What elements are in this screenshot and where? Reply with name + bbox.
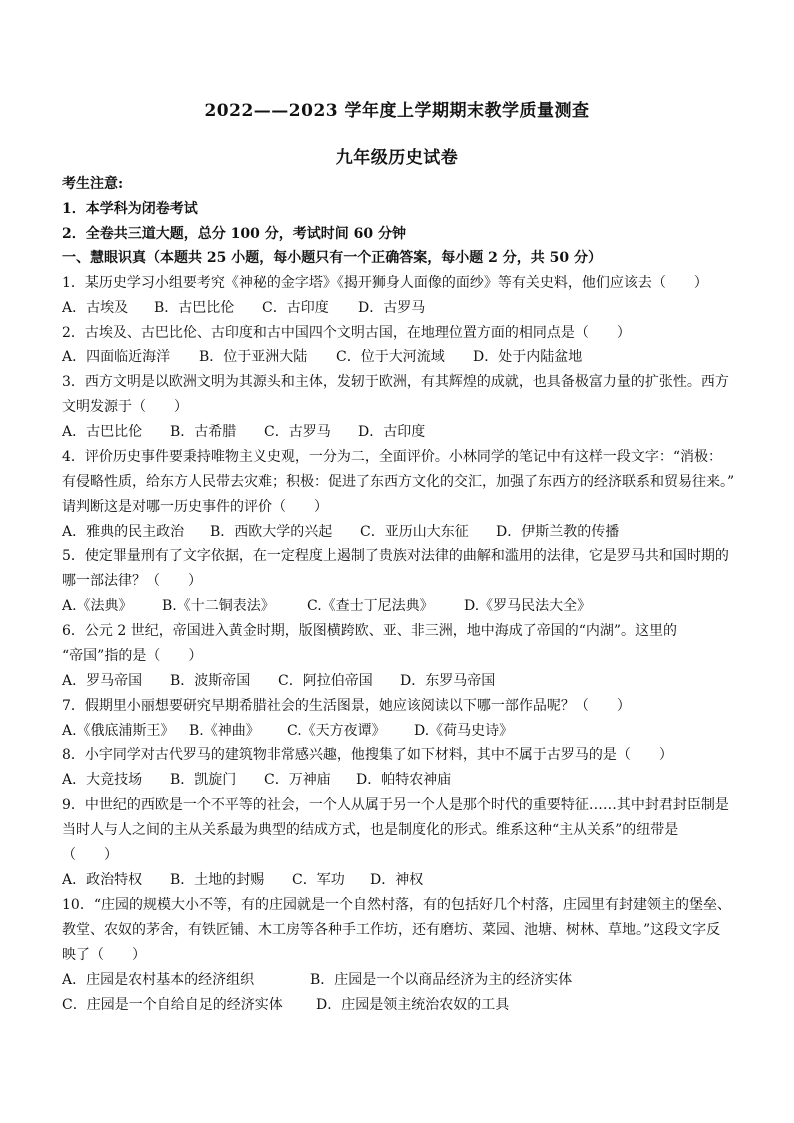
question-text: “帝国”指的是（ ） — [62, 648, 203, 664]
question-text: 教堂、农奴的茅舍，有铁匠铺、木工房等各种手工作坊，还有磨坊、菜园、池塘、树林、草地。”这段文字反 — [62, 922, 721, 938]
option: D．帕特农神庙 — [356, 772, 452, 788]
option: D．古罗马 — [358, 300, 426, 316]
notice-heading: 考生注意: — [62, 176, 124, 192]
question-text: 8．小宇同学对古代罗马的建筑物非常感兴趣，他搜集了如下材料，其中不属于古罗马的是（ ） — [62, 747, 673, 763]
option: A．雅典的民主政治 — [62, 524, 185, 540]
question-text: 文明发源于（ ） — [62, 399, 188, 415]
question-options — [62, 423, 742, 441]
option: C．位于大河流域 — [336, 349, 445, 365]
option: B．凯旋门 — [170, 772, 237, 788]
exam-title: 2022——2023 学年度上学期期末教学质量测查 — [204, 101, 590, 121]
option: C．古印度 — [262, 300, 329, 316]
question-text: 2．古埃及、古巴比伦、古印度和古中国四个文明古国，在地理位置方面的相同点是（ ） — [62, 325, 631, 341]
option: B．位于亚洲大陆 — [199, 349, 308, 365]
option: C．万神庙 — [264, 772, 331, 788]
option: D.《荷马史诗》 — [414, 723, 514, 739]
question-text: 1．某历史学习小组要考究《神秘的金字塔》《揭开狮身人面像的面纱》等有关史料，他们应该去（ ） — [62, 275, 708, 291]
option: A．古埃及 — [62, 300, 129, 316]
option: A．四面临近海洋 — [62, 349, 171, 365]
question-text: 7．假期里小丽想要研究早期希腊社会的生活图景，她应该阅读以下哪一部作品呢？（ ） — [62, 698, 631, 714]
question-text: 10．“庄园的规模大小不等，有的庄园就是一个自然村落，有的包括好几个村落，庄园里有封建领主的堡垒、 — [62, 897, 731, 913]
question-text: （ ） — [62, 847, 118, 863]
question-text: 5．使定罪量刑有了文字依据，在一定程度上遏制了贵族对法律的曲解和滥用的法律，它是罗马共和国时期的 — [62, 548, 729, 564]
option: A．大竞技场 — [62, 772, 143, 788]
option: D．古印度 — [358, 424, 426, 440]
question-text: 有侵略性质，给东方人民带去灾难；积极：促进了东西方文化的交汇，加强了东西方的经济联系和贸易往来。” — [62, 474, 735, 490]
option: A．庄园是农村基本的经济组织 — [62, 972, 255, 988]
option: D．庄园是领主统治农奴的工具 — [316, 997, 510, 1013]
option: B.《神曲》 — [189, 723, 260, 739]
exam-subtitle: 九年级历史试卷 — [335, 148, 459, 168]
option: B.《十二铜表法》 — [162, 598, 275, 614]
question-text: 哪一部法律？（ ） — [62, 573, 202, 589]
question-options — [62, 722, 742, 740]
question-text: 3．西方文明是以欧洲文明为其源头和主体，发轫于欧洲，有其辉煌的成就，也具备极富力量的扩张性。西方 — [62, 374, 729, 390]
option: B．庄园是一个以商品经济为主的经济实体 — [310, 972, 573, 988]
option: C.《查士丁尼法典》 — [307, 598, 434, 614]
question-options — [62, 971, 742, 989]
question-options — [62, 871, 742, 889]
question-options — [62, 523, 742, 541]
notice-item: 2．全卷共三道大题，总分 100 分，考试时间 60 分钟 — [62, 226, 406, 242]
question-options — [62, 771, 742, 789]
option: B．波斯帝国 — [170, 673, 251, 689]
option: D．伊斯兰教的传播 — [496, 524, 620, 540]
question-options — [62, 996, 742, 1014]
option: D．东罗马帝国 — [400, 673, 496, 689]
question-text: 6．公元 2 世纪，帝国进入黄金时期，版图横跨欧、亚、非三洲，地中海成了帝国的“内湖”。这里的 — [62, 623, 678, 639]
option: B．土地的封赐 — [170, 872, 265, 888]
option: C．军功 — [292, 872, 345, 888]
option: D．处于内陆盆地 — [473, 349, 583, 365]
option: C．阿拉伯帝国 — [278, 673, 373, 689]
option: D．神权 — [370, 872, 424, 888]
option: C．亚历山大东征 — [360, 524, 469, 540]
question-options — [62, 597, 742, 615]
notice-item: 1．本学科为闭卷考试 — [62, 201, 198, 217]
option: B．古希腊 — [170, 424, 237, 440]
option: C．古罗马 — [264, 424, 331, 440]
option: B．古巴比伦 — [154, 300, 235, 316]
option: A.《俄底浦斯王》 — [62, 723, 175, 739]
question-options — [62, 299, 742, 317]
question-options — [62, 348, 742, 366]
option: B．西欧大学的兴起 — [210, 524, 333, 540]
question-text: 当时人与人之间的主从关系最为典型的结成方式，也是制度化的形式。维系这种“主从关系”的纽带是 — [62, 822, 679, 838]
question-text: 9．中世纪的西欧是一个不平等的社会，一个人从属于另一个人是那个时代的重要特征……其中封君封臣制是 — [62, 797, 729, 813]
question-options — [62, 672, 742, 690]
option: A．罗马帝国 — [62, 673, 143, 689]
option: A．政治特权 — [62, 872, 143, 888]
section-heading: 一、慧眼识真（本题共 25 小题，每小题只有一个正确答案，每小题 2 分，共 50 分） — [62, 250, 602, 266]
question-text: 4．评价历史事件要秉持唯物主义史观，一分为二，全面评价。小林同学的笔记中有这样一段文字：“消极： — [62, 449, 723, 465]
option: A．古巴比伦 — [62, 424, 143, 440]
option: C．庄园是一个自给自足的经济实体 — [62, 997, 283, 1013]
question-text: 请判断这是对哪一历史事件的评价（ ） — [62, 499, 328, 515]
option: A.《法典》 — [62, 598, 133, 614]
option: D.《罗马民法大全》 — [464, 598, 592, 614]
question-text: 映了（ ） — [62, 947, 146, 963]
option: C.《天方夜谭》 — [287, 723, 386, 739]
